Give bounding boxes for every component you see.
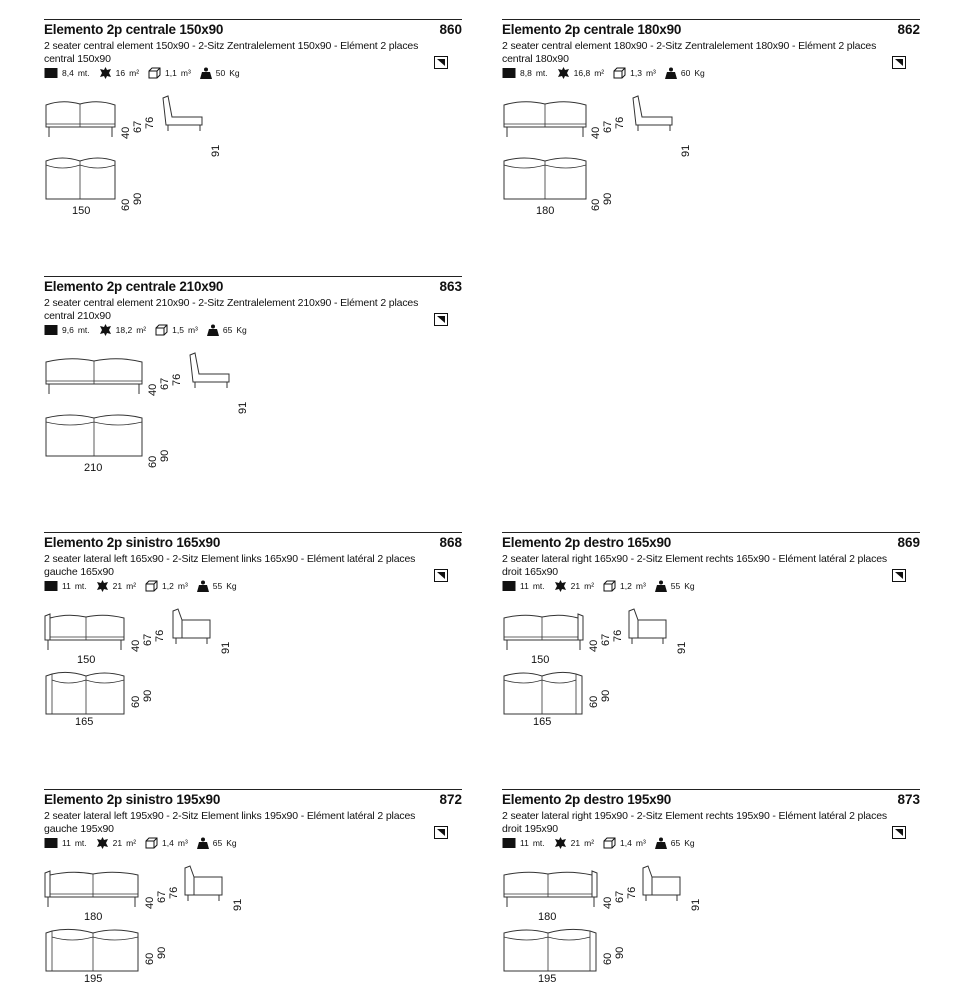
sofa-plan-view [44,927,142,977]
weight-icon [197,580,209,592]
fabric-category-icon [892,569,906,582]
card-divider [44,789,462,790]
sofa-side-view [160,95,206,139]
technical-drawing [502,93,762,243]
plan-depth-dim-2: 90 [602,192,614,205]
product-card-863 [44,276,462,516]
height-dim-2: 67 [600,633,612,646]
plan-depth-dim-2: 90 [614,946,626,959]
leather-value: 21 [112,838,123,848]
plan-depth-dim-1: 60 [144,952,156,965]
leather-value: 21 [570,838,581,848]
height-dim-2: 67 [602,120,614,133]
plan-width-dim: 150 [72,205,91,217]
height-dim-1: 40 [144,896,156,909]
leather-hide-icon [554,837,567,849]
side-depth-dim: 91 [232,898,244,911]
leather-value: 16,8 [573,68,591,78]
plan-depth-dim-1: 60 [602,952,614,965]
product-description: 2 seater lateral right 165x90 - 2-Sitz Element rechts 165x90 - Elément latéral 2 places droit 165x90 [502,553,887,578]
plan-depth-dim-2: 90 [600,689,612,702]
front-width-dim: 150 [531,654,550,666]
plan-width-dim: 195 [538,973,557,985]
spec-row [44,324,256,336]
fabric-unit: mt. [77,68,90,78]
fabric-value: 11 [62,838,71,848]
side-depth-dim: 91 [237,401,249,414]
leather-value: 16 [115,68,126,78]
height-dim-3: 76 [168,886,180,899]
fabric-category-icon [434,569,448,582]
volume-value: 1,2 [620,581,632,591]
sofa-side-view [640,865,686,909]
plan-depth-dim-2: 90 [132,192,144,205]
weight-icon [207,324,219,336]
product-code: 869 [897,535,920,550]
product-description: 2 seater central element 210x90 - 2-Sitz Zentralelement 210x90 - Elément 2 places central 210x90 [44,297,419,322]
product-description: 2 seater lateral left 165x90 - 2-Sitz Element links 165x90 - Elément latéral 2 places gauche 165x90 [44,553,416,578]
sofa-front-view [502,610,586,654]
leather-value: 21 [570,581,581,591]
product-title: Elemento 2p centrale 150x90 [44,22,224,37]
volume-value: 1,1 [165,68,177,78]
plan-width-dim: 180 [536,205,555,217]
front-width-dim: 180 [84,911,103,923]
product-title: Elemento 2p sinistro 165x90 [44,535,221,550]
fabric-unit: mt. [532,838,545,848]
card-divider [44,19,462,20]
height-dim-2: 67 [159,377,171,390]
fabric-value: 11 [520,838,529,848]
weight-icon [665,67,677,79]
spec-row [44,580,246,592]
weight-icon [655,837,667,849]
volume-box-icon [603,580,616,592]
plan-width-dim: 210 [84,462,103,474]
fabric-value: 8,4 [62,68,74,78]
leather-unit: m² [594,68,605,78]
leather-hide-icon [96,580,109,592]
fabric-value: 11 [520,581,529,591]
height-dim-3: 76 [612,629,624,642]
plan-depth-dim-2: 90 [142,689,154,702]
card-divider [502,532,920,533]
product-card-868 [44,532,462,772]
weight-value: 50 [215,68,226,78]
weight-value: 55 [670,581,681,591]
fabric-unit: mt. [535,68,548,78]
volume-unit: m³ [187,325,198,335]
plan-width-dim: 165 [75,716,94,728]
leather-value: 21 [112,581,123,591]
fabric-category-icon [892,56,906,69]
sofa-plan-view [502,670,586,720]
height-dim-1: 40 [130,639,142,652]
product-code: 868 [439,535,462,550]
plan-depth-dim-2: 90 [156,946,168,959]
product-code: 863 [439,279,462,294]
fabric-roll-icon [44,67,58,79]
height-dim-3: 76 [171,373,183,386]
side-depth-dim: 91 [210,144,222,157]
product-code: 873 [897,792,920,807]
sofa-plan-view [502,155,588,205]
side-depth-dim: 91 [680,144,692,157]
product-card-872 [44,789,462,1000]
weight-value: 65 [212,838,223,848]
plan-width-dim: 165 [533,716,552,728]
volume-unit: m³ [177,581,188,591]
height-dim-2: 67 [142,633,154,646]
card-divider [502,789,920,790]
product-card-862 [502,19,920,259]
sofa-side-view [630,95,676,139]
sofa-plan-view [502,927,600,977]
sofa-plan-view [44,412,144,462]
leather-unit: m² [584,581,595,591]
weight-unit: Kg [226,581,237,591]
plan-depth-dim-1: 60 [147,455,159,468]
weight-unit: Kg [684,838,695,848]
fabric-unit: mt. [74,838,87,848]
fabric-unit: mt. [77,325,90,335]
weight-unit: Kg [694,68,705,78]
leather-value: 18,2 [115,325,133,335]
product-title: Elemento 2p sinistro 195x90 [44,792,221,807]
volume-value: 1,3 [630,68,642,78]
fabric-category-icon [434,313,448,326]
fabric-category-icon [892,826,906,839]
sofa-side-view [187,352,233,396]
spec-row [44,67,249,79]
sofa-side-view [170,608,216,652]
plan-depth-dim-1: 60 [588,695,600,708]
sofa-front-view [502,97,588,141]
spec-row [44,837,246,849]
volume-box-icon [613,67,626,79]
product-card-869 [502,532,920,772]
product-title: Elemento 2p centrale 210x90 [44,279,224,294]
height-dim-2: 67 [132,120,144,133]
fabric-value: 11 [62,581,71,591]
height-dim-1: 40 [588,639,600,652]
plan-depth-dim-2: 90 [159,449,171,462]
fabric-roll-icon [502,837,516,849]
product-description: 2 seater lateral right 195x90 - 2-Sitz Element rechts 195x90 - Elément latéral 2 places droit 195x90 [502,810,887,835]
front-width-dim: 150 [77,654,96,666]
weight-icon [655,580,667,592]
sofa-front-view [44,610,128,654]
height-dim-2: 67 [614,890,626,903]
technical-drawing [502,863,762,1000]
side-depth-dim: 91 [220,641,232,654]
volume-value: 1,4 [620,838,632,848]
leather-unit: m² [126,838,137,848]
spec-row [502,67,714,79]
technical-drawing [44,606,304,756]
product-title: Elemento 2p destro 165x90 [502,535,672,550]
spec-row [502,837,704,849]
leather-unit: m² [126,581,137,591]
card-divider [44,532,462,533]
card-divider [44,276,462,277]
volume-unit: m³ [645,68,656,78]
leather-hide-icon [554,580,567,592]
side-depth-dim: 91 [690,898,702,911]
plan-depth-dim-1: 60 [120,198,132,211]
fabric-roll-icon [44,580,58,592]
technical-drawing [44,863,304,1000]
weight-unit: Kg [229,68,240,78]
product-description: 2 seater lateral left 195x90 - 2-Sitz Element links 195x90 - Elément latéral 2 places gauche 195x90 [44,810,416,835]
height-dim-1: 40 [590,126,602,139]
leather-hide-icon [99,324,112,336]
side-depth-dim: 91 [676,641,688,654]
volume-value: 1,4 [162,838,174,848]
leather-unit: m² [584,838,595,848]
volume-box-icon [145,837,158,849]
volume-unit: m³ [635,838,646,848]
height-dim-1: 40 [120,126,132,139]
sofa-front-view [502,867,600,911]
weight-value: 60 [680,68,691,78]
weight-unit: Kg [684,581,695,591]
volume-box-icon [603,837,616,849]
product-description: 2 seater central element 150x90 - 2-Sitz Zentralelement 150x90 - Elément 2 places central 150x90 [44,40,419,65]
fabric-value: 9,6 [62,325,74,335]
weight-value: 55 [212,581,223,591]
volume-box-icon [155,324,168,336]
fabric-category-icon [434,56,448,69]
product-title: Elemento 2p centrale 180x90 [502,22,682,37]
weight-icon [197,837,209,849]
plan-depth-dim-1: 60 [130,695,142,708]
sofa-side-view [182,865,228,909]
volume-value: 1,5 [172,325,184,335]
leather-hide-icon [96,837,109,849]
fabric-roll-icon [502,580,516,592]
volume-box-icon [145,580,158,592]
sofa-side-view [626,608,672,652]
spec-row [502,580,704,592]
height-dim-3: 76 [626,886,638,899]
technical-drawing [44,93,304,243]
fabric-unit: mt. [532,581,545,591]
volume-box-icon [148,67,161,79]
height-dim-1: 40 [147,383,159,396]
product-code: 860 [439,22,462,37]
volume-unit: m³ [177,838,188,848]
card-divider [502,19,920,20]
sofa-front-view [44,354,144,398]
leather-hide-icon [99,67,112,79]
weight-icon [200,67,212,79]
sofa-front-view [44,97,118,141]
product-description: 2 seater central element 180x90 - 2-Sitz Zentralelement 180x90 - Elément 2 places central 180x90 [502,40,877,65]
sofa-plan-view [44,670,128,720]
leather-hide-icon [557,67,570,79]
sofa-plan-view [44,155,118,205]
weight-unit: Kg [226,838,237,848]
product-code: 872 [439,792,462,807]
height-dim-1: 40 [602,896,614,909]
fabric-roll-icon [44,837,58,849]
leather-unit: m² [136,325,147,335]
product-card-873 [502,789,920,1000]
sofa-front-view [44,867,142,911]
front-width-dim: 180 [538,911,557,923]
height-dim-3: 76 [154,629,166,642]
leather-unit: m² [129,68,140,78]
weight-value: 65 [222,325,233,335]
plan-width-dim: 195 [84,973,103,985]
product-title: Elemento 2p destro 195x90 [502,792,672,807]
height-dim-3: 76 [614,116,626,129]
volume-unit: m³ [180,68,191,78]
weight-unit: Kg [236,325,247,335]
technical-drawing [44,350,304,500]
fabric-value: 8,8 [520,68,532,78]
weight-value: 65 [670,838,681,848]
fabric-unit: mt. [74,581,87,591]
height-dim-2: 67 [156,890,168,903]
technical-drawing [502,606,762,756]
volume-unit: m³ [635,581,646,591]
fabric-roll-icon [44,324,58,336]
volume-value: 1,2 [162,581,174,591]
product-code: 862 [897,22,920,37]
plan-depth-dim-1: 60 [590,198,602,211]
product-card-860 [44,19,462,259]
fabric-roll-icon [502,67,516,79]
height-dim-3: 76 [144,116,156,129]
fabric-category-icon [434,826,448,839]
